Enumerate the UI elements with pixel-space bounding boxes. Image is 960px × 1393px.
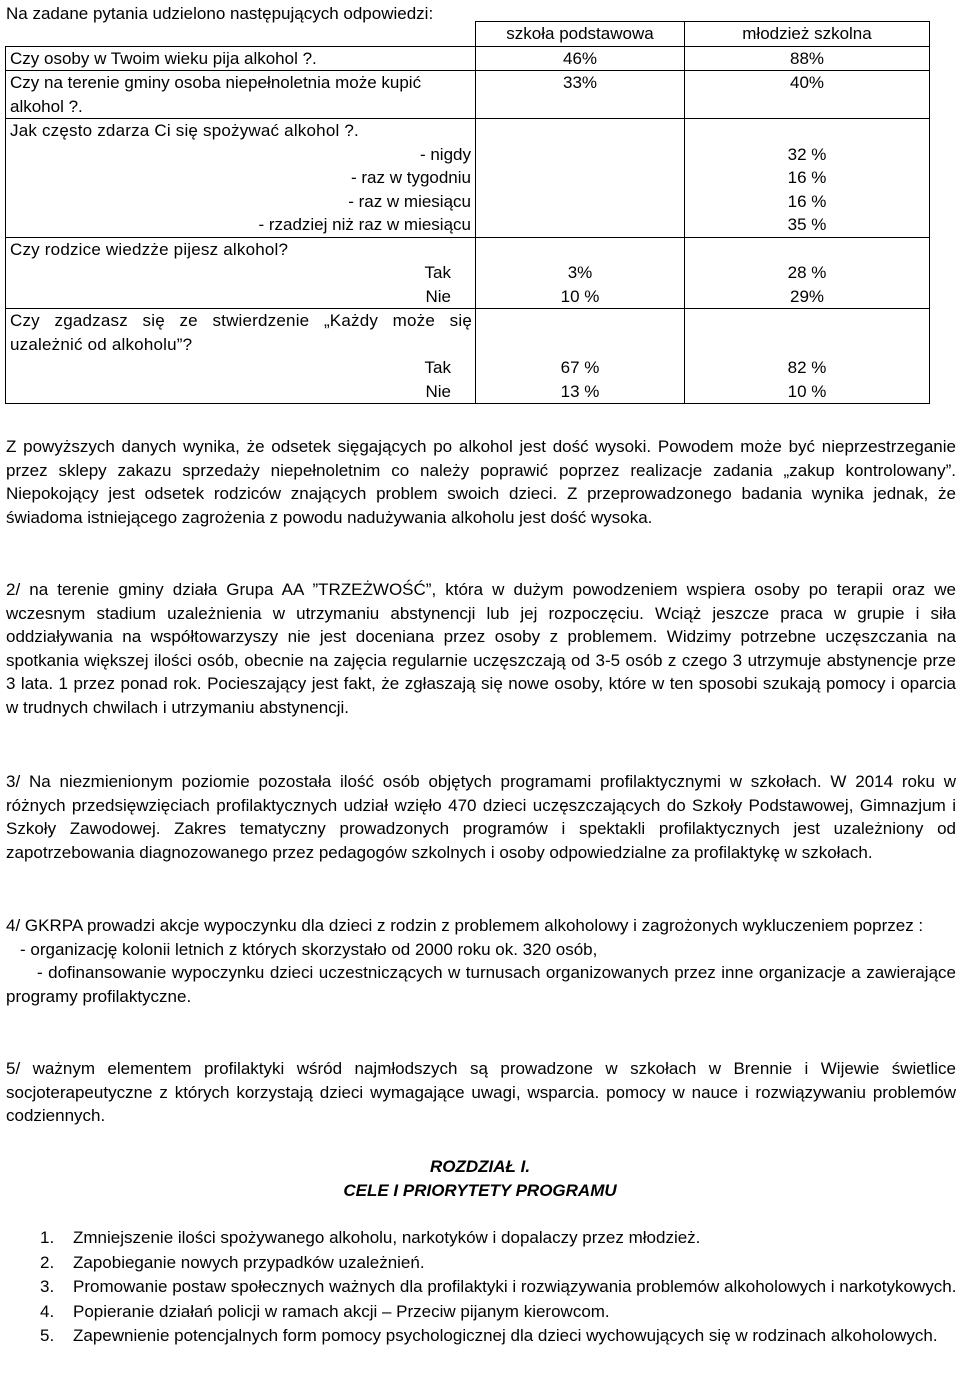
paragraph-day-rooms: 5/ ważnym elementem profilaktyki wśród najmłodszych są prowadzone w szkołach w Brennie i Wijewie świetlice socjoterapeutyczne z których korzystają dzieci wymagające uwagi, wsparcia. pomocy w nauce i rozwiązywaniu problemów codziennych. <box>6 1059 956 1125</box>
question-text: Czy zgadzasz się ze stwierdzenie „Każdy może się uzależnić od alkoholu”? <box>10 311 472 354</box>
option-label: - raz w tygodniu <box>351 168 471 187</box>
list-item: 2. Zapobieganie nowych przypadków uzależnień. <box>40 1252 425 1272</box>
table-row <box>6 237 930 309</box>
table-row <box>6 309 930 404</box>
answer-cell: 82 % 10 % <box>685 309 930 404</box>
question-cell <box>6 309 476 404</box>
question-cell: Czy na terenie gminy osoba niepełnoletnia może kupić alkohol ?. <box>6 71 476 119</box>
table-header-row <box>6 22 930 47</box>
option-label: Tak <box>424 358 451 377</box>
chapter-title: ROZDZIAŁ I. <box>429 1157 531 1176</box>
answer-cell <box>476 119 685 238</box>
table-row <box>6 71 930 119</box>
option-label: Nie <box>425 286 451 306</box>
question-cell <box>6 237 476 309</box>
answer-cell: 3% 10 % <box>476 237 685 309</box>
survey-table <box>5 21 930 404</box>
question-cell <box>6 119 476 238</box>
question-cell: Czy osoby w Twoim wieku pija alkohol ?. <box>6 46 476 71</box>
answer-cell: 28 % 29% <box>685 237 930 309</box>
answer-cell: 67 % 13 % <box>476 309 685 404</box>
list-item: 4. Popieranie działań policji w ramach akcji – Przeciw pijanym kierowcom. <box>40 1301 610 1321</box>
answer-cell: 40% <box>685 71 930 119</box>
answer-cell: 88% <box>685 46 930 71</box>
option-label: Nie <box>425 381 451 401</box>
list-item: 3. Promowanie postaw społecznych ważnych dla profilaktyki i rozwiązywania problemów alkoholowych i narkotykowych. <box>40 1277 957 1296</box>
option-label: - raz w miesiącu <box>348 191 471 211</box>
paragraph-gkrpa: 4/ GKRPA prowadzi akcje wypoczynku dla dzieci z rodzin z problemem alkoholowy i zagrożonych wykluczeniem poprzez : - organizację kolonii letnich z których skorzystało od 2000 roku ok. 320 osób, - dofinansowanie wypoczynku dzieci uczestniczących w turnusach organizowanych przez inne organizacje a zawierające programy profilaktyczne. <box>6 916 956 1006</box>
option-label: Tak <box>424 263 451 282</box>
list-item: 5. Zapewnienie potencjalnych form pomocy psychologicznej dla dzieci wychowujących się w rodzinach alkoholowych. <box>40 1326 938 1345</box>
question-text: Czy rodzice wiedzże pijesz alkohol? <box>10 239 289 259</box>
answer-cell: 46% <box>476 46 685 71</box>
answer-cell: 33% <box>476 71 685 119</box>
header-school-youth: młodzież szkolna <box>685 22 930 47</box>
intro-text: Na zadane pytania udzielono następujących odpowiedzi: <box>6 4 434 23</box>
answer-cell: 32 % 16 % 16 % 35 % <box>685 119 930 238</box>
chapter-subtitle: CELE I PRIORYTETY PROGRAMU <box>343 1181 617 1200</box>
question-text: Jak często zdarza Ci się spożywać alkohol ?. <box>10 121 359 140</box>
list-item: 1. Zmniejszenie ilości spożywanego alkoholu, narkotyków i dopalaczy przez młodzież. <box>40 1228 701 1247</box>
option-label: - nigdy <box>419 144 471 164</box>
option-label: - rzadziej niż raz w miesiącu <box>258 215 471 234</box>
header-primary-school: szkoła podstawowa <box>476 22 685 47</box>
table-row <box>6 119 930 238</box>
paragraph-school-programs: 3/ Na niezmienionym poziomie pozostała ilość osób objętych programami profilaktycznymi w szkołach. W 2014 roku w różnych przedsięwzięciach profilaktycznych udział wzięło 470 dzieci uczęszczających do Szkoły Podstawowej, Gimnazjum i Szkoły Zawodowej. Zakres tematyczny prowadzonych programów i spektakli profilaktycznych jest uzależniony od zapotrzebowania diagnozowanego przez pedagogów szkolnych i osoby odpowiedzialne za profilaktykę w szkołach. <box>6 772 956 862</box>
goals-list <box>40 1226 958 1349</box>
paragraph-aa-group: 2/ na terenie gminy działa Grupa AA ”TRZEŻWOŚĆ”, która w dużym powodzeniem wspiera osoby po terapii oraz we wczesnym stadium uzależnienia w utrzymaniu abstynencji lub jej rozpoczęciu. Wciąż jeszcze praca w grupie i siła oddziaływania na współtowarzyszy nie jest doceniana przez osoby z problemem. Widzimy potrzebne uczęszczania na spotkania większej ilości osób, obecnie na zajęcia regularnie uczęszczają od 3-5 osób z czego 3 utrzymuje abstynencje prze 3 lata. 1 przez ponad rok. Pocieszający jest fakt, że zgłaszają się nowe osoby, które w ten sposobi szukają pomocy i oparcia w trudnych chwilach i utrzymaniu abstynencji. <box>6 580 956 717</box>
table-row <box>6 46 930 71</box>
paragraph-summary: Z powyższych danych wynika, że odsetek sięgających po alkohol jest dość wysoki. Powodem może być nieprzestrzeganie przez sklepy zakazu sprzedaży niepełnoletnim co należy poprawić poprzez realizacje zadania „zakup kontrolowany”. Niepokojący jest odsetek rodziców znających problem swoich dzieci. Z przeprowadzonego badania wynika jednak, że świadoma istniejącego zagrożenia z powodu nadużywania alkoholu jest dość wysoka. <box>6 437 956 527</box>
